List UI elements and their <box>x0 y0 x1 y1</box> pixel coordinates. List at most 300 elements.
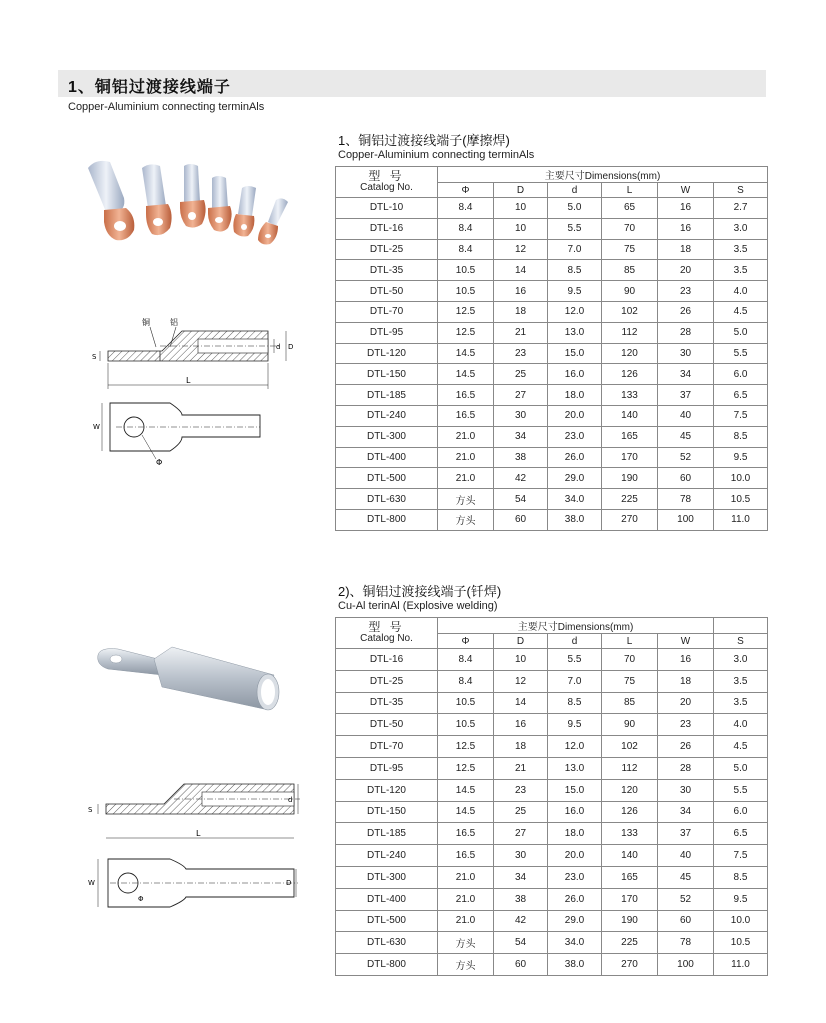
catalog-no-cell: DTL-150 <box>336 801 438 823</box>
dimension-cell: 4.5 <box>714 301 768 322</box>
dimension-cell: 9.5 <box>548 281 602 302</box>
col-header: W <box>658 183 714 198</box>
catalog-no-cell: DTL-185 <box>336 823 438 845</box>
catalog-no-cell: DTL-16 <box>336 218 438 239</box>
dimension-cell: 60 <box>494 954 548 976</box>
table-row <box>336 692 768 714</box>
dimension-cell: 8.5 <box>548 260 602 281</box>
dimension-cell: 21 <box>494 757 548 779</box>
dim-d-big-label: D <box>288 343 294 351</box>
dimension-cell: 3.0 <box>714 649 768 671</box>
dimension-cell: 16 <box>658 218 714 239</box>
catalog-no-cell: DTL-800 <box>336 954 438 976</box>
dimension-cell: 23 <box>658 714 714 736</box>
dimension-cell: 85 <box>602 692 658 714</box>
dimension-cell: 45 <box>658 866 714 888</box>
lug-small <box>258 198 288 244</box>
dimension-cell: 102 <box>602 301 658 322</box>
dimension-cell: 12.5 <box>438 322 494 343</box>
dimension-cell: 12.5 <box>438 757 494 779</box>
page-title: 1、铜铝过渡接线端子 <box>68 79 231 96</box>
dimension-cell: 10.5 <box>714 489 768 510</box>
dimension-cell: 27 <box>494 823 548 845</box>
dimension-cell: 90 <box>602 714 658 736</box>
label-copper: 铜 <box>142 318 150 327</box>
catalog-no-cell: DTL-70 <box>336 736 438 758</box>
dimension-cell: 27 <box>494 385 548 406</box>
dimension-cell: 60 <box>658 910 714 932</box>
dimension-cell: 34.0 <box>548 489 602 510</box>
dimension-cell: 11.0 <box>714 509 768 530</box>
dimension-cell: 75 <box>602 239 658 260</box>
dimension-cell: 170 <box>602 888 658 910</box>
dimension-cell: 12.5 <box>438 301 494 322</box>
dimension-cell: 18 <box>494 736 548 758</box>
dimension-cell: 26.0 <box>548 447 602 468</box>
dimension-cell: 16 <box>494 281 548 302</box>
dimension-cell: 70 <box>602 218 658 239</box>
catalog-no-cell: DTL-95 <box>336 322 438 343</box>
section1-spec-table <box>335 166 768 531</box>
dimension-cell: 100 <box>658 954 714 976</box>
dimension-cell: 8.4 <box>438 218 494 239</box>
dimension-cell: 8.4 <box>438 239 494 260</box>
table-row <box>336 260 768 281</box>
dimension-cell: 12.0 <box>548 736 602 758</box>
dimension-cell: 4.0 <box>714 714 768 736</box>
dimension-cell: 7.0 <box>548 670 602 692</box>
dimension-cell: 28 <box>658 322 714 343</box>
dimension-cell: 8.5 <box>548 692 602 714</box>
dimension-cell: 16 <box>658 198 714 219</box>
dimension-cell: 7.0 <box>548 239 602 260</box>
dim-w-label: W <box>93 423 100 431</box>
dimension-cell: 14 <box>494 692 548 714</box>
catalog-no-cell: DTL-630 <box>336 489 438 510</box>
catalog-no-cell: DTL-120 <box>336 779 438 801</box>
dimension-cell: 10.0 <box>714 910 768 932</box>
table-row <box>336 866 768 888</box>
dimension-cell: 8.5 <box>714 426 768 447</box>
dimension-cell: 9.5 <box>714 888 768 910</box>
table-row <box>336 281 768 302</box>
dimension-cell: 120 <box>602 343 658 364</box>
col-header: Φ <box>438 183 494 198</box>
table-row <box>336 198 768 219</box>
col-header: Φ <box>438 634 494 649</box>
catalog-no-cell: DTL-500 <box>336 468 438 489</box>
section2-top-view-drawing <box>84 855 304 915</box>
catalog-no-cell: DTL-95 <box>336 757 438 779</box>
dimension-cell: 23 <box>494 779 548 801</box>
dimension-cell: 4.5 <box>714 736 768 758</box>
label-aluminium: 铝 <box>170 318 178 327</box>
dimension-cell: 16.5 <box>438 385 494 406</box>
dimension-cell: 34 <box>658 364 714 385</box>
catalog-header <box>336 167 438 198</box>
dimension-cell: 38 <box>494 447 548 468</box>
dimension-cell: 85 <box>602 260 658 281</box>
dimension-cell: 14.5 <box>438 801 494 823</box>
table-row <box>336 343 768 364</box>
table-row <box>336 364 768 385</box>
dim-phi-label: Φ <box>138 895 144 903</box>
dimension-cell: 21.0 <box>438 447 494 468</box>
dimension-cell: 9.5 <box>548 714 602 736</box>
catalog-no-cell: DTL-70 <box>336 301 438 322</box>
col-header: S <box>714 634 768 649</box>
dim-s-label: S <box>92 353 97 361</box>
section1-side-view-drawing <box>90 305 300 395</box>
dimension-cell: 38.0 <box>548 509 602 530</box>
catalog-header-en: Catalog No. <box>360 633 413 644</box>
dimensions-header-blank <box>714 618 768 634</box>
dimension-cell: 14.5 <box>438 343 494 364</box>
dimension-cell: 10 <box>494 649 548 671</box>
dimension-cell: 10.0 <box>714 468 768 489</box>
catalog-header-cn: 型 号 <box>368 620 405 634</box>
dimension-cell: 20.0 <box>548 405 602 426</box>
table-row <box>336 910 768 932</box>
dimension-cell: 2.7 <box>714 198 768 219</box>
dimension-cell: 30 <box>658 779 714 801</box>
catalog-no-cell: DTL-120 <box>336 343 438 364</box>
dimension-cell: 120 <box>602 779 658 801</box>
dim-l-label: L <box>196 829 201 838</box>
table-row <box>336 801 768 823</box>
dimension-cell: 112 <box>602 757 658 779</box>
dimension-cell: 21.0 <box>438 426 494 447</box>
col-header: W <box>658 634 714 649</box>
dimension-cell: 10.5 <box>714 932 768 954</box>
dimension-cell: 21.0 <box>438 888 494 910</box>
dim-d-big-label: D <box>286 879 292 887</box>
dimension-cell: 23.0 <box>548 426 602 447</box>
dimension-cell: 16.5 <box>438 823 494 845</box>
catalog-header-cn: 型 号 <box>368 169 405 183</box>
dimension-cell: 78 <box>658 932 714 954</box>
page-subtitle: Copper-Aluminium connecting terminAls <box>68 101 265 113</box>
dimension-cell: 54 <box>494 489 548 510</box>
dimension-cell: 21 <box>494 322 548 343</box>
catalog-no-cell: DTL-300 <box>336 866 438 888</box>
dimension-cell: 126 <box>602 364 658 385</box>
dimension-cell: 5.5 <box>714 343 768 364</box>
catalog-no-cell: DTL-16 <box>336 649 438 671</box>
dimension-cell: 40 <box>658 405 714 426</box>
catalog-no-cell: DTL-35 <box>336 692 438 714</box>
dimension-cell: 12.5 <box>438 736 494 758</box>
col-header: S <box>714 183 768 198</box>
dimension-cell: 10 <box>494 218 548 239</box>
dimension-cell: 190 <box>602 468 658 489</box>
dimension-cell: 11.0 <box>714 954 768 976</box>
dimension-cell: 方头 <box>438 954 494 976</box>
dimension-cell: 225 <box>602 932 658 954</box>
dimension-cell: 37 <box>658 823 714 845</box>
dimension-cell: 方头 <box>438 932 494 954</box>
dimension-cell: 25 <box>494 801 548 823</box>
catalog-no-cell: DTL-630 <box>336 932 438 954</box>
dimension-cell: 3.5 <box>714 260 768 281</box>
dimension-cell: 25 <box>494 364 548 385</box>
dimension-cell: 23 <box>494 343 548 364</box>
table-row <box>336 509 768 530</box>
dimension-cell: 52 <box>658 447 714 468</box>
col-header: d <box>548 634 602 649</box>
dimension-cell: 16.5 <box>438 405 494 426</box>
dimension-cell: 12 <box>494 239 548 260</box>
table-row <box>336 218 768 239</box>
dimension-cell: 16.5 <box>438 845 494 867</box>
dimension-cell: 34 <box>658 801 714 823</box>
dimension-cell: 16 <box>658 649 714 671</box>
dimension-cell: 10 <box>494 198 548 219</box>
catalog-no-cell: DTL-400 <box>336 447 438 468</box>
dimension-cell: 20 <box>658 260 714 281</box>
dimension-cell: 12.0 <box>548 301 602 322</box>
catalog-no-cell: DTL-800 <box>336 509 438 530</box>
table-row <box>336 239 768 260</box>
dimension-cell: 6.5 <box>714 823 768 845</box>
section1-title: 1、铜铝过渡接线端子(摩擦焊) <box>338 133 510 148</box>
dimension-cell: 165 <box>602 426 658 447</box>
dimension-cell: 60 <box>494 509 548 530</box>
dimension-cell: 3.5 <box>714 239 768 260</box>
dimension-cell: 30 <box>494 405 548 426</box>
dimension-cell: 8.5 <box>714 866 768 888</box>
dimension-cell: 78 <box>658 489 714 510</box>
table-row <box>336 757 768 779</box>
dimension-cell: 34 <box>494 426 548 447</box>
catalog-no-cell: DTL-10 <box>336 198 438 219</box>
dimension-cell: 5.5 <box>548 218 602 239</box>
dimension-cell: 65 <box>602 198 658 219</box>
catalog-no-cell: DTL-25 <box>336 670 438 692</box>
dimension-cell: 20.0 <box>548 845 602 867</box>
col-header: d <box>548 183 602 198</box>
catalog-no-cell: DTL-500 <box>336 910 438 932</box>
lug-3 <box>180 164 206 228</box>
col-header: L <box>602 183 658 198</box>
dimension-cell: 3.5 <box>714 692 768 714</box>
dimension-cell: 方头 <box>438 509 494 530</box>
dimension-cell: 4.0 <box>714 281 768 302</box>
dimension-cell: 10.5 <box>438 714 494 736</box>
dimension-cell: 38 <box>494 888 548 910</box>
dimension-cell: 3.0 <box>714 218 768 239</box>
dimension-cell: 140 <box>602 845 658 867</box>
dim-d-small-label: d <box>288 796 293 804</box>
dim-d-small-label: d <box>276 343 281 351</box>
dim-l-label: L <box>186 376 191 385</box>
dimension-cell: 方头 <box>438 489 494 510</box>
table-row <box>336 468 768 489</box>
dimensions-header: 主要尺寸Dimensions(mm) <box>438 167 768 183</box>
section1-subtitle: Copper-Aluminium connecting terminAls <box>338 149 535 161</box>
dimension-cell: 112 <box>602 322 658 343</box>
catalog-header-en: Catalog No. <box>360 182 413 193</box>
dimension-cell: 13.0 <box>548 322 602 343</box>
dimension-cell: 12 <box>494 670 548 692</box>
section2-title: 2)、铜铝过渡接线端子(钎焊) <box>338 584 502 599</box>
dimension-cell: 30 <box>658 343 714 364</box>
dimension-cell: 14 <box>494 260 548 281</box>
dimension-cell: 29.0 <box>548 468 602 489</box>
catalog-header <box>336 618 438 649</box>
section2-product-photo <box>88 635 288 725</box>
dimension-cell: 170 <box>602 447 658 468</box>
dimension-cell: 18.0 <box>548 823 602 845</box>
lug-2 <box>142 164 172 235</box>
table-row <box>336 447 768 468</box>
table-row <box>336 736 768 758</box>
dimension-cell: 42 <box>494 910 548 932</box>
section1-product-photo <box>76 150 306 260</box>
dimension-cell: 28 <box>658 757 714 779</box>
section1-top-view-drawing <box>90 395 270 475</box>
dimension-cell: 140 <box>602 405 658 426</box>
dimension-cell: 6.0 <box>714 364 768 385</box>
catalog-no-cell: DTL-240 <box>336 405 438 426</box>
dimension-cell: 30 <box>494 845 548 867</box>
table-row <box>336 426 768 447</box>
dimension-cell: 40 <box>658 845 714 867</box>
dimension-cell: 9.5 <box>714 447 768 468</box>
table-row <box>336 670 768 692</box>
dimension-cell: 70 <box>602 649 658 671</box>
lug-5 <box>233 186 256 237</box>
dimension-cell: 100 <box>658 509 714 530</box>
dimension-cell: 8.4 <box>438 670 494 692</box>
table-row <box>336 322 768 343</box>
dimension-cell: 8.4 <box>438 649 494 671</box>
dimension-cell: 5.5 <box>548 649 602 671</box>
dimension-cell: 6.5 <box>714 385 768 406</box>
dimension-cell: 133 <box>602 385 658 406</box>
dimension-cell: 15.0 <box>548 779 602 801</box>
table-row <box>336 301 768 322</box>
dimension-cell: 29.0 <box>548 910 602 932</box>
table-row <box>336 845 768 867</box>
dimension-cell: 37 <box>658 385 714 406</box>
dimension-cell: 45 <box>658 426 714 447</box>
dimension-cell: 3.5 <box>714 670 768 692</box>
dimension-cell: 18 <box>658 670 714 692</box>
dimension-cell: 42 <box>494 468 548 489</box>
dimension-cell: 14.5 <box>438 364 494 385</box>
dimension-cell: 8.4 <box>438 198 494 219</box>
dimension-cell: 38.0 <box>548 954 602 976</box>
catalog-no-cell: DTL-300 <box>336 426 438 447</box>
catalog-no-cell: DTL-50 <box>336 714 438 736</box>
dimension-cell: 90 <box>602 281 658 302</box>
dimension-cell: 13.0 <box>548 757 602 779</box>
dimension-cell: 126 <box>602 801 658 823</box>
dimension-cell: 21.0 <box>438 910 494 932</box>
section2-subtitle: Cu-Al terinAl (Explosive welding) <box>338 600 498 612</box>
dimension-cell: 7.5 <box>714 845 768 867</box>
dimension-cell: 75 <box>602 670 658 692</box>
dimension-cell: 5.0 <box>548 198 602 219</box>
dimension-cell: 26 <box>658 736 714 758</box>
dimension-cell: 14.5 <box>438 779 494 801</box>
dimension-cell: 225 <box>602 489 658 510</box>
dim-w-label: W <box>88 879 95 887</box>
col-header: D <box>494 634 548 649</box>
dimension-cell: 26.0 <box>548 888 602 910</box>
table-row <box>336 385 768 406</box>
dimension-cell: 6.0 <box>714 801 768 823</box>
dim-phi-label: Φ <box>156 458 163 467</box>
catalog-no-cell: DTL-50 <box>336 281 438 302</box>
dimension-cell: 54 <box>494 932 548 954</box>
dimension-cell: 15.0 <box>548 343 602 364</box>
table-row <box>336 714 768 736</box>
catalog-no-cell: DTL-240 <box>336 845 438 867</box>
page-header-bar <box>58 70 766 97</box>
table-row <box>336 405 768 426</box>
dimension-cell: 18 <box>494 301 548 322</box>
dimension-cell: 21.0 <box>438 866 494 888</box>
dimension-cell: 10.5 <box>438 281 494 302</box>
dimension-cell: 16.0 <box>548 364 602 385</box>
section2-side-view-drawing <box>84 772 304 842</box>
dimensions-header: 主要尺寸Dimensions(mm) <box>438 618 714 634</box>
dimension-cell: 5.0 <box>714 757 768 779</box>
dimension-cell: 18.0 <box>548 385 602 406</box>
col-header: L <box>602 634 658 649</box>
dimension-cell: 270 <box>602 509 658 530</box>
dimension-cell: 52 <box>658 888 714 910</box>
dimension-cell: 16.0 <box>548 801 602 823</box>
table-row <box>336 932 768 954</box>
table-row <box>336 823 768 845</box>
table-row <box>336 888 768 910</box>
section2-spec-table <box>335 617 768 976</box>
col-header: D <box>494 183 548 198</box>
dimension-cell: 16 <box>494 714 548 736</box>
dimension-cell: 21.0 <box>438 468 494 489</box>
lug-4 <box>208 176 232 232</box>
table-row <box>336 649 768 671</box>
dimension-cell: 165 <box>602 866 658 888</box>
dimension-cell: 26 <box>658 301 714 322</box>
table-row <box>336 779 768 801</box>
dimension-cell: 5.5 <box>714 779 768 801</box>
dimension-cell: 18 <box>658 239 714 260</box>
catalog-no-cell: DTL-150 <box>336 364 438 385</box>
dimension-cell: 10.5 <box>438 692 494 714</box>
catalog-no-cell: DTL-25 <box>336 239 438 260</box>
dimension-cell: 133 <box>602 823 658 845</box>
dimension-cell: 23.0 <box>548 866 602 888</box>
dimension-cell: 5.0 <box>714 322 768 343</box>
dimension-cell: 7.5 <box>714 405 768 426</box>
lug-large <box>88 161 134 240</box>
dimension-cell: 34 <box>494 866 548 888</box>
catalog-no-cell: DTL-400 <box>336 888 438 910</box>
table-row <box>336 489 768 510</box>
catalog-no-cell: DTL-185 <box>336 385 438 406</box>
dimension-cell: 10.5 <box>438 260 494 281</box>
dimension-cell: 190 <box>602 910 658 932</box>
dimension-cell: 20 <box>658 692 714 714</box>
dim-s-label: S <box>88 806 93 814</box>
dimension-cell: 34.0 <box>548 932 602 954</box>
dimension-cell: 60 <box>658 468 714 489</box>
dimension-cell: 102 <box>602 736 658 758</box>
